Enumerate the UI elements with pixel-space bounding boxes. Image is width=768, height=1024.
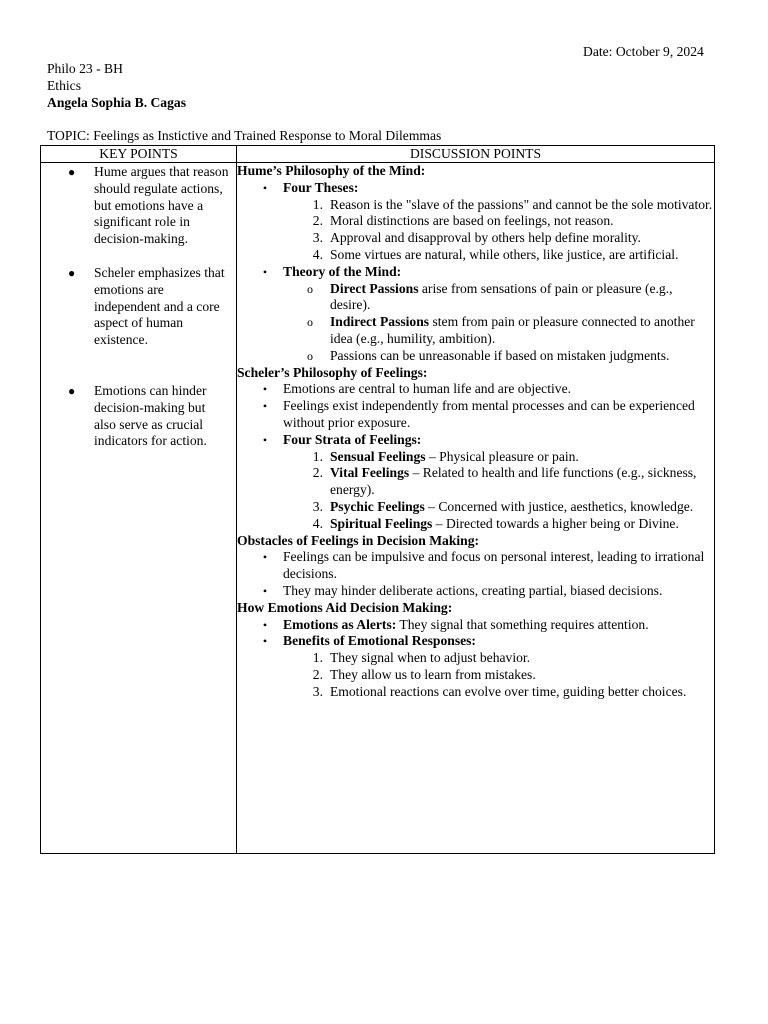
list-item: • Emotions as Alerts: They signal that something requires attention.	[237, 617, 714, 634]
key-point-text: Emotions can hinder decision-making but also serve as crucial indicators for action.	[94, 382, 207, 449]
notes-table	[40, 145, 715, 854]
list-item	[237, 432, 714, 533]
list-item: 1. Sensual Feelings – Physical pleasure or pain.	[312, 448, 579, 464]
bullet-icon: ●	[68, 265, 76, 280]
discussion-points-header: DISCUSSION POINTS	[237, 146, 715, 163]
section-heading-hume: Hume’s Philosophy of the Mind:	[237, 163, 426, 178]
theses-list	[237, 197, 714, 264]
list-item	[237, 264, 714, 365]
key-point	[41, 164, 236, 248]
key-points-header: KEY POINTS	[41, 146, 237, 163]
list-item: • They may hinder deliberate actions, creating partial, biased decisions.	[237, 583, 714, 600]
list-item	[237, 180, 714, 264]
list-item: 4. Some virtues are natural, while others, like justice, are artificial.	[312, 246, 679, 262]
strata-list	[237, 449, 714, 533]
bullet-icon: ●	[68, 383, 76, 398]
list-item: 3. Psychic Feelings – Concerned with justice, aesthetics, knowledge.	[312, 498, 694, 514]
bullet-icon: •	[262, 432, 268, 447]
list-item: 3. Approval and disapproval by others help define morality.	[312, 230, 641, 246]
bullet-icon: •	[262, 382, 268, 397]
list-item: • Feelings exist independently from mental processes and can be experienced without prior exposure.	[237, 398, 714, 432]
bullet-icon: •	[262, 180, 268, 195]
bullet-icon: •	[262, 550, 268, 565]
benefits-list	[237, 650, 714, 700]
list-item: o Indirect Passions stem from pain or pleasure connected to another idea (e.g., humility, ambition).	[307, 314, 695, 346]
scheler-list	[237, 381, 714, 532]
list-item: 2. Moral distinctions are based on feelings, not reason.	[312, 213, 614, 229]
subheading-benefits: Benefits of Emotional Responses:	[283, 633, 476, 649]
key-points-cell	[41, 163, 237, 854]
table-header-row	[41, 146, 715, 163]
list-item: 2. Vital Feelings – Related to health and life functions (e.g., sickness, energy).	[312, 465, 697, 498]
list-item: • Feelings can be impulsive and focus on personal interest, leading to irrational decisions.	[237, 549, 714, 583]
bullet-icon: •	[262, 617, 268, 632]
key-point-text: Scheler emphasizes that emotions are independent and a core aspect of human existence.	[94, 264, 225, 348]
aid-list	[237, 617, 714, 701]
document-header	[47, 61, 186, 111]
section-heading-obstacles: Obstacles of Feelings in Decision Making:	[237, 532, 480, 548]
list-item: o Direct Passions arise from sensations of pain or pleasure (e.g., desire).	[307, 280, 673, 313]
discussion-points-cell	[237, 163, 715, 854]
list-item: 3. Emotional reactions can evolve over time, guiding better choices.	[312, 683, 687, 699]
key-point-text: Hume argues that reason should regulate actions, but emotions have a significant role in decision-making.	[94, 164, 229, 247]
bullet-icon: •	[262, 264, 268, 279]
student-name: Angela Sophia B. Cagas	[47, 94, 186, 110]
list-item: 2. They allow us to learn from mistakes.	[312, 666, 536, 682]
theory-list	[237, 281, 714, 365]
list-item: 1. Reason is the "slave of the passions" and cannot be the sole motivator.	[312, 196, 713, 212]
subject-name: Ethics	[47, 77, 81, 93]
bullet-icon: •	[262, 634, 268, 649]
subheading-four-strata: Four Strata of Feelings:	[283, 431, 422, 447]
hume-list	[237, 180, 714, 365]
list-item: • Emotions are central to human life and are objective.	[237, 381, 714, 398]
course-code: Philo 23 - BH	[47, 61, 123, 76]
key-point	[41, 265, 236, 349]
bullet-icon: •	[262, 583, 268, 598]
bullet-icon: ●	[68, 165, 76, 179]
section-heading-scheler: Scheler’s Philosophy of Feelings:	[237, 364, 428, 380]
obstacles-list	[237, 549, 714, 599]
document-date: Date: October 9, 2024	[583, 44, 704, 59]
topic-line: TOPIC: Feelings as Instictive and Trained Response to Moral Dilemmas	[47, 128, 442, 143]
list-item: 1. They signal when to adjust behavior.	[312, 650, 531, 666]
key-point	[41, 383, 236, 450]
subheading-four-theses: Four Theses:	[283, 179, 359, 195]
section-heading-aid: How Emotions Aid Decision Making:	[237, 599, 453, 615]
subheading-theory-of-mind: Theory of the Mind:	[283, 263, 402, 279]
bullet-icon: •	[262, 399, 268, 414]
table-body-row	[41, 163, 715, 854]
list-item	[237, 633, 714, 700]
list-item: 4. Spiritual Feelings – Directed towards a higher being or Divine.	[312, 515, 679, 531]
list-item: o Passions can be unreasonable if based on mistaken judgments.	[307, 347, 670, 363]
